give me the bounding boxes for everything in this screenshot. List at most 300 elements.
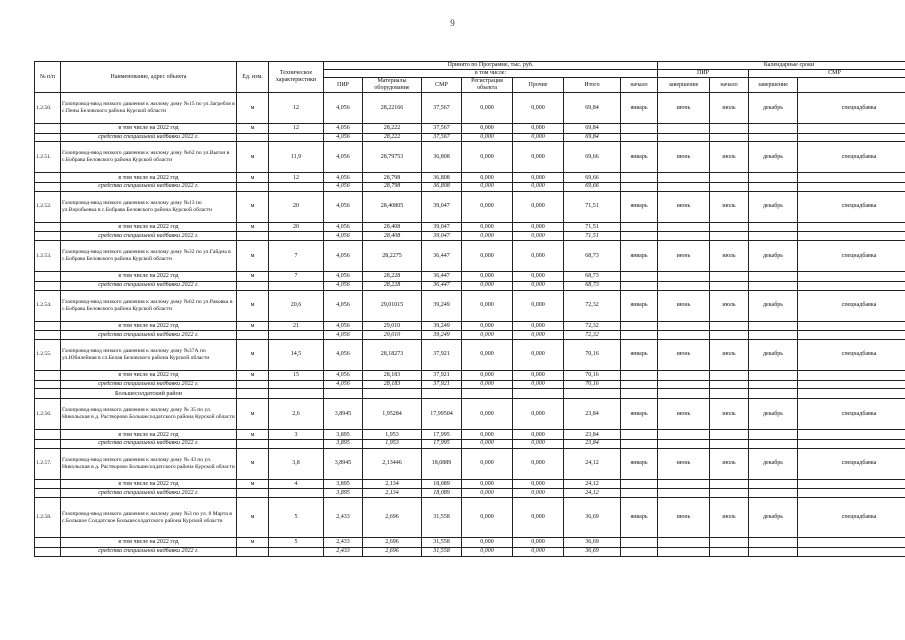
empty-cell — [621, 489, 658, 498]
object-tech: 3,8 — [269, 448, 324, 479]
empty-cell — [749, 370, 798, 380]
empty-cell — [798, 439, 905, 448]
empty-cell — [710, 321, 749, 331]
empty-cell — [749, 430, 798, 440]
object-pir: 4,056 — [324, 339, 363, 370]
object-other: 0,000 — [513, 448, 564, 479]
empty-cell — [798, 272, 905, 282]
empty-cell — [324, 389, 363, 399]
empty-cell — [710, 380, 749, 389]
subtotal-smr: 17,995 — [422, 430, 462, 440]
empty-cell — [621, 182, 658, 191]
special-total: 69,84 — [564, 133, 621, 142]
subtotal-total: 36,69 — [564, 538, 621, 548]
object-pir: 3,8945 — [324, 399, 363, 430]
empty-cell — [710, 182, 749, 191]
object-smr: 18,0889 — [422, 448, 462, 479]
table-row-special — [35, 331, 905, 340]
empty-cell — [621, 538, 658, 548]
empty-cell — [621, 479, 658, 489]
empty-cell — [798, 281, 905, 290]
empty-cell — [513, 389, 564, 399]
col-name-header: Наименование, адрес объекта — [61, 62, 237, 93]
empty-cell — [749, 173, 798, 183]
subtotal-label: в том числе на 2022 год — [61, 222, 237, 232]
special-total: 23,84 — [564, 439, 621, 448]
table-row-subtotal — [35, 538, 905, 548]
special-other: 0,000 — [513, 182, 564, 191]
cal-pir-header: ПИР — [658, 70, 749, 78]
subtotal-unit: м — [237, 430, 269, 440]
subtotal-unit: м — [237, 124, 269, 134]
subtotal-label: в том числе на 2022 год — [61, 479, 237, 489]
empty-cell — [710, 489, 749, 498]
subtotal-materials: 29,010 — [363, 321, 422, 331]
table-row-subtotal — [35, 370, 905, 380]
special-registration: 0,000 — [462, 331, 513, 340]
subtotal-label: в том числе на 2022 год — [61, 430, 237, 440]
object-materials: 28,2275 — [363, 241, 422, 272]
object-name: Газопровод-ввод низкого давления к жилому дому №37А по ул.Юбилейная в сл.Белая Беловского района Курской области — [61, 339, 237, 370]
object-code: 1.2.50. — [35, 93, 61, 124]
empty-cell — [658, 182, 710, 191]
empty-cell — [658, 222, 710, 232]
object-pir-end: июнь — [658, 142, 710, 173]
empty-cell — [237, 380, 269, 389]
empty-cell — [35, 222, 61, 232]
subtotal-tech: 21 — [269, 321, 324, 331]
object-registration: 0,000 — [462, 339, 513, 370]
empty-cell — [798, 489, 905, 498]
object-code: 1.2.58. — [35, 498, 61, 538]
subtotal-registration: 0,000 — [462, 222, 513, 232]
object-name: Газопровод-ввод низкого давления к жилому дому №32 по ул.Гайдна в с.Бобрава Беловского района Курской области — [61, 241, 237, 272]
subtotal-label: в том числе на 2022 год — [61, 173, 237, 183]
subtotal-total: 24,12 — [564, 479, 621, 489]
object-source: спецнадбавка — [798, 142, 905, 173]
object-code: 1.2.55. — [35, 339, 61, 370]
subtotal-total: 69,84 — [564, 124, 621, 134]
empty-cell — [35, 173, 61, 183]
subtotal-tech: 20 — [269, 222, 324, 232]
empty-cell — [269, 547, 324, 556]
subtotal-materials: 1,953 — [363, 430, 422, 440]
subtotal-registration: 0,000 — [462, 430, 513, 440]
subtotal-label: в том числе на 2022 год — [61, 370, 237, 380]
empty-cell — [749, 232, 798, 241]
object-other: 0,000 — [513, 339, 564, 370]
subtotal-other: 0,000 — [513, 222, 564, 232]
special-smr: 31,558 — [422, 547, 462, 556]
empty-cell — [658, 489, 710, 498]
object-code: 1.2.52. — [35, 191, 61, 222]
section-title: Большесолдатский район — [61, 389, 237, 399]
special-other: 0,000 — [513, 232, 564, 241]
object-total: 24,12 — [564, 448, 621, 479]
empty-cell — [621, 321, 658, 331]
special-label: средства специальной надбавки 2022 г. — [61, 439, 237, 448]
object-pir-start: январь — [621, 241, 658, 272]
special-label: средства специальной надбавки 2022 г. — [61, 182, 237, 191]
empty-cell — [658, 281, 710, 290]
subtotal-registration: 0,000 — [462, 321, 513, 331]
object-pir-end: июнь — [658, 290, 710, 321]
empty-cell — [237, 232, 269, 241]
empty-cell — [269, 133, 324, 142]
subtotal-smr: 18,089 — [422, 479, 462, 489]
object-pir-start: январь — [621, 339, 658, 370]
empty-cell — [798, 222, 905, 232]
special-label: средства специальной надбавки 2022 г. — [61, 281, 237, 290]
object-pir-end: июнь — [658, 498, 710, 538]
object-tech: 2,6 — [269, 399, 324, 430]
empty-cell — [749, 182, 798, 191]
object-pir-end: июнь — [658, 448, 710, 479]
object-other: 0,000 — [513, 399, 564, 430]
empty-cell — [35, 538, 61, 548]
special-total: 70,16 — [564, 380, 621, 389]
col-num-header: № п/п — [35, 62, 61, 93]
empty-cell — [237, 389, 269, 399]
object-total: 23,84 — [564, 399, 621, 430]
object-smr: 31,558 — [422, 498, 462, 538]
object-total: 72,32 — [564, 290, 621, 321]
cal-smr-header: СМР — [749, 70, 905, 78]
empty-cell — [35, 281, 61, 290]
empty-cell — [35, 389, 61, 399]
subtotal-total: 72,32 — [564, 321, 621, 331]
object-other: 0,000 — [513, 290, 564, 321]
empty-cell — [35, 182, 61, 191]
empty-cell — [749, 272, 798, 282]
special-materials: 28,408 — [363, 232, 422, 241]
object-smr: 36,808 — [422, 142, 462, 173]
object-other: 0,000 — [513, 191, 564, 222]
subtotal-tech: 7 — [269, 272, 324, 282]
empty-cell — [749, 281, 798, 290]
empty-cell — [749, 331, 798, 340]
col-pir-header: ПИР — [324, 78, 363, 93]
empty-cell — [658, 547, 710, 556]
subtotal-smr: 31,558 — [422, 538, 462, 548]
empty-cell — [798, 173, 905, 183]
object-smr-end: декабрь — [749, 241, 798, 272]
special-pir: 2,433 — [324, 547, 363, 556]
object-source: спецнадбавка — [798, 241, 905, 272]
special-materials: 28,798 — [363, 182, 422, 191]
subtotal-total: 23,84 — [564, 430, 621, 440]
incl-header: в том числе: — [324, 70, 658, 78]
subtotal-smr: 37,567 — [422, 124, 462, 134]
col-total-header: Итого — [564, 78, 621, 93]
object-pir: 3,8945 — [324, 448, 363, 479]
object-registration: 0,000 — [462, 93, 513, 124]
special-pir: 4,056 — [324, 331, 363, 340]
empty-cell — [35, 331, 61, 340]
special-other: 0,000 — [513, 380, 564, 389]
empty-cell — [35, 479, 61, 489]
table-row — [35, 93, 905, 124]
empty-cell — [621, 547, 658, 556]
object-smr-end: декабрь — [749, 290, 798, 321]
subtotal-tech: 5 — [269, 538, 324, 548]
subtotal-tech: 3 — [269, 430, 324, 440]
object-total: 69,84 — [564, 93, 621, 124]
subtotal-registration: 0,000 — [462, 538, 513, 548]
empty-cell — [749, 479, 798, 489]
object-tech: 20,6 — [269, 290, 324, 321]
empty-cell — [658, 321, 710, 331]
empty-cell — [658, 232, 710, 241]
subtotal-pir: 4,056 — [324, 124, 363, 134]
special-total: 36,69 — [564, 547, 621, 556]
subtotal-tech: 12 — [269, 173, 324, 183]
object-smr-end: декабрь — [749, 142, 798, 173]
empty-cell — [237, 281, 269, 290]
table-row — [35, 241, 905, 272]
empty-cell — [269, 389, 324, 399]
empty-cell — [621, 173, 658, 183]
special-label: средства специальной надбавки 2022 г. — [61, 232, 237, 241]
empty-cell — [710, 479, 749, 489]
col-materials-header: Материалы оборудование — [363, 78, 422, 93]
object-materials: 28,18273 — [363, 339, 422, 370]
table-row — [35, 448, 905, 479]
col-other-header: Прочие — [513, 78, 564, 93]
table-row-special — [35, 439, 905, 448]
table-row — [35, 191, 905, 222]
object-code: 1.2.53. — [35, 241, 61, 272]
empty-cell — [621, 331, 658, 340]
special-pir: 4,056 — [324, 281, 363, 290]
subtotal-materials: 2,696 — [363, 538, 422, 548]
object-source: спецнадбавка — [798, 498, 905, 538]
special-label: средства специальной надбавки 2022 г. — [61, 489, 237, 498]
subtotal-other: 0,000 — [513, 370, 564, 380]
subtotal-materials: 28,222 — [363, 124, 422, 134]
empty-cell — [237, 182, 269, 191]
special-pir: 3,895 — [324, 489, 363, 498]
empty-cell — [749, 439, 798, 448]
empty-cell — [710, 272, 749, 282]
object-pir: 4,056 — [324, 290, 363, 321]
table-row-subtotal — [35, 430, 905, 440]
subtotal-label: в том числе на 2022 год — [61, 272, 237, 282]
object-pir: 4,056 — [324, 191, 363, 222]
object-other: 0,000 — [513, 142, 564, 173]
col-tech-header: Техническое характеристики — [269, 62, 324, 93]
object-other: 0,000 — [513, 498, 564, 538]
empty-cell — [710, 370, 749, 380]
subtotal-unit: м — [237, 370, 269, 380]
empty-cell — [269, 489, 324, 498]
special-materials: 2,134 — [363, 489, 422, 498]
special-pir: 4,056 — [324, 232, 363, 241]
object-smr: 36,447 — [422, 241, 462, 272]
table-row — [35, 290, 905, 321]
empty-cell — [798, 124, 905, 134]
empty-cell — [621, 272, 658, 282]
object-materials: 28,79753 — [363, 142, 422, 173]
object-unit: м — [237, 93, 269, 124]
object-code: 1.2.56. — [35, 399, 61, 430]
empty-cell — [798, 479, 905, 489]
table-row-special — [35, 380, 905, 389]
empty-cell — [749, 389, 798, 399]
empty-cell — [710, 389, 749, 399]
empty-cell — [798, 538, 905, 548]
empty-cell — [749, 321, 798, 331]
subtotal-pir: 3,895 — [324, 479, 363, 489]
special-materials: 1,953 — [363, 439, 422, 448]
empty-cell — [798, 133, 905, 142]
object-total: 69,66 — [564, 142, 621, 173]
empty-cell — [658, 133, 710, 142]
object-pir: 4,056 — [324, 241, 363, 272]
empty-cell — [422, 389, 462, 399]
subtotal-total: 71,51 — [564, 222, 621, 232]
subtotal-other: 0,000 — [513, 321, 564, 331]
empty-cell — [564, 389, 621, 399]
special-smr: 36,808 — [422, 182, 462, 191]
table-row-subtotal — [35, 124, 905, 134]
object-pir: 4,056 — [324, 93, 363, 124]
object-pir-end: июнь — [658, 241, 710, 272]
empty-cell — [35, 321, 61, 331]
object-source: спецнадбавка — [798, 290, 905, 321]
subtotal-pir: 4,056 — [324, 321, 363, 331]
subtotal-total: 69,66 — [564, 173, 621, 183]
subtotal-pir: 4,056 — [324, 272, 363, 282]
subtotal-unit: м — [237, 272, 269, 282]
empty-cell — [798, 380, 905, 389]
empty-cell — [621, 133, 658, 142]
special-materials: 29,010 — [363, 331, 422, 340]
object-unit: м — [237, 142, 269, 173]
subtotal-total: 68,73 — [564, 272, 621, 282]
subtotal-unit: м — [237, 479, 269, 489]
object-smr: 37,921 — [422, 339, 462, 370]
object-source: спецнадбавка — [798, 448, 905, 479]
object-code: 1.2.57. — [35, 448, 61, 479]
empty-cell — [35, 272, 61, 282]
special-other: 0,000 — [513, 547, 564, 556]
empty-cell — [658, 430, 710, 440]
empty-cell — [749, 489, 798, 498]
empty-cell — [658, 389, 710, 399]
special-other: 0,000 — [513, 133, 564, 142]
subtotal-smr: 36,808 — [422, 173, 462, 183]
object-smr-end: декабрь — [749, 339, 798, 370]
object-pir-start: январь — [621, 142, 658, 173]
col-pir-end-header: завершение — [658, 78, 710, 93]
object-code: 1.2.54. — [35, 290, 61, 321]
subtotal-pir: 4,056 — [324, 222, 363, 232]
empty-cell — [237, 489, 269, 498]
empty-cell — [658, 479, 710, 489]
empty-cell — [269, 380, 324, 389]
object-smr-start: июль — [710, 498, 749, 538]
object-pir-start: январь — [621, 93, 658, 124]
table-row — [35, 399, 905, 430]
special-label: средства специальной надбавки 2022 г. — [61, 380, 237, 389]
subtotal-label: в том числе на 2022 год — [61, 321, 237, 331]
empty-cell — [269, 331, 324, 340]
col-smr-end-header: завершение — [749, 78, 798, 93]
object-name: Газопровод-ввод низкого давления к жилому дому №15 по ул.Загребля в с.Пены Беловского района Курской области — [61, 93, 237, 124]
subtotal-smr: 39,249 — [422, 321, 462, 331]
special-registration: 0,000 — [462, 232, 513, 241]
object-pir: 4,056 — [324, 142, 363, 173]
empty-cell — [35, 124, 61, 134]
object-registration: 0,000 — [462, 241, 513, 272]
object-pir: 2,433 — [324, 498, 363, 538]
empty-cell — [658, 272, 710, 282]
empty-cell — [35, 380, 61, 389]
empty-cell — [798, 389, 905, 399]
table-row-special — [35, 133, 905, 142]
object-other: 0,000 — [513, 241, 564, 272]
object-registration: 0,000 — [462, 191, 513, 222]
object-registration: 0,000 — [462, 290, 513, 321]
object-unit: м — [237, 399, 269, 430]
empty-cell — [35, 370, 61, 380]
object-smr-start: июль — [710, 448, 749, 479]
object-total: 70,16 — [564, 339, 621, 370]
subtotal-tech: 12 — [269, 124, 324, 134]
object-total: 68,73 — [564, 241, 621, 272]
col-registration-header: Регистрация объекта — [462, 78, 513, 93]
subtotal-label: в том числе на 2022 год — [61, 538, 237, 548]
special-label: средства специальной надбавки 2022 г. — [61, 547, 237, 556]
object-smr: 17,99504 — [422, 399, 462, 430]
empty-cell — [658, 370, 710, 380]
object-smr-start: июль — [710, 339, 749, 370]
empty-cell — [35, 232, 61, 241]
table-row-special — [35, 489, 905, 498]
object-tech: 11,9 — [269, 142, 324, 173]
object-other: 0,000 — [513, 93, 564, 124]
special-smr: 39,047 — [422, 232, 462, 241]
empty-cell — [710, 133, 749, 142]
special-materials: 2,696 — [363, 547, 422, 556]
program-table — [34, 61, 905, 557]
empty-cell — [710, 439, 749, 448]
empty-cell — [621, 232, 658, 241]
subtotal-tech: 15 — [269, 370, 324, 380]
subtotal-other: 0,000 — [513, 124, 564, 134]
object-unit: м — [237, 290, 269, 321]
empty-cell — [798, 430, 905, 440]
table-row-subtotal — [35, 479, 905, 489]
special-smr: 37,567 — [422, 133, 462, 142]
object-source: спецнадбавка — [798, 399, 905, 430]
empty-cell — [749, 133, 798, 142]
section-row — [35, 389, 905, 399]
empty-cell — [710, 124, 749, 134]
object-unit: м — [237, 448, 269, 479]
object-unit: м — [237, 241, 269, 272]
subtotal-tech: 4 — [269, 479, 324, 489]
empty-cell — [710, 173, 749, 183]
object-pir-end: июнь — [658, 339, 710, 370]
object-total: 71,51 — [564, 191, 621, 222]
empty-cell — [710, 430, 749, 440]
empty-cell — [798, 321, 905, 331]
object-materials: 1,95284 — [363, 399, 422, 430]
page-number: 9 — [450, 18, 455, 28]
table-row-subtotal — [35, 173, 905, 183]
